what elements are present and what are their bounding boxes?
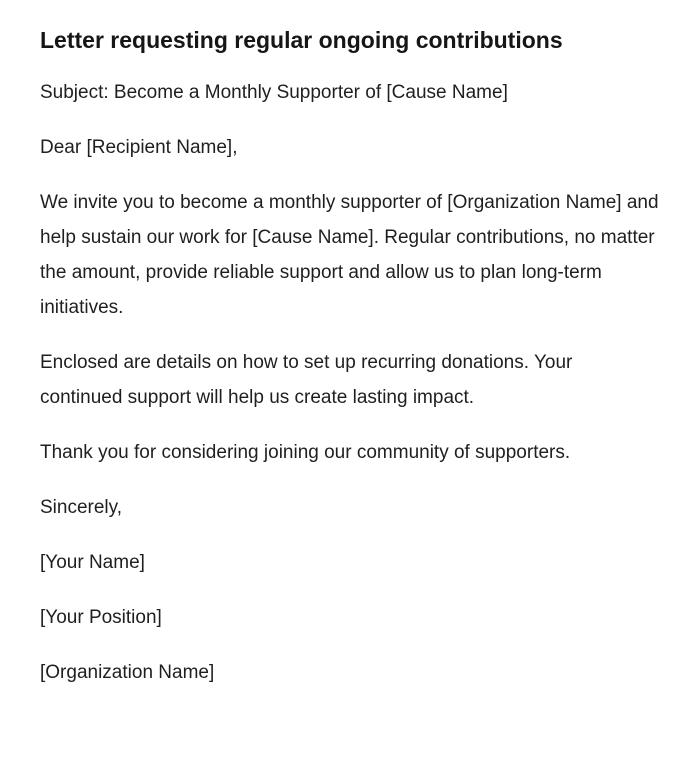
closing: Sincerely,: [40, 497, 123, 518]
salutation: Dear [Recipient Name],: [40, 137, 238, 158]
signature-position-placeholder: [Your Position]: [40, 607, 162, 628]
body-paragraph-2: Enclosed are details on how to set up recurring donations. Your continued support will help us create lasting impact.: [40, 352, 573, 408]
page-title: Letter requesting regular ongoing contributions: [40, 27, 563, 53]
body-paragraph-1: We invite you to become a monthly supporter of [Organization Name] and help sustain our work for [Cause Name]. Regular contributions, no matter the amount, provide reliable support and allow us to plan long-term initiatives.: [40, 192, 659, 318]
signature-organization-placeholder: [Organization Name]: [40, 662, 215, 683]
signature-name-placeholder: [Your Name]: [40, 552, 145, 573]
body-paragraph-3: Thank you for considering joining our community of supporters.: [40, 442, 571, 463]
subject-line: Subject: Become a Monthly Supporter of [Cause Name]: [40, 82, 508, 103]
